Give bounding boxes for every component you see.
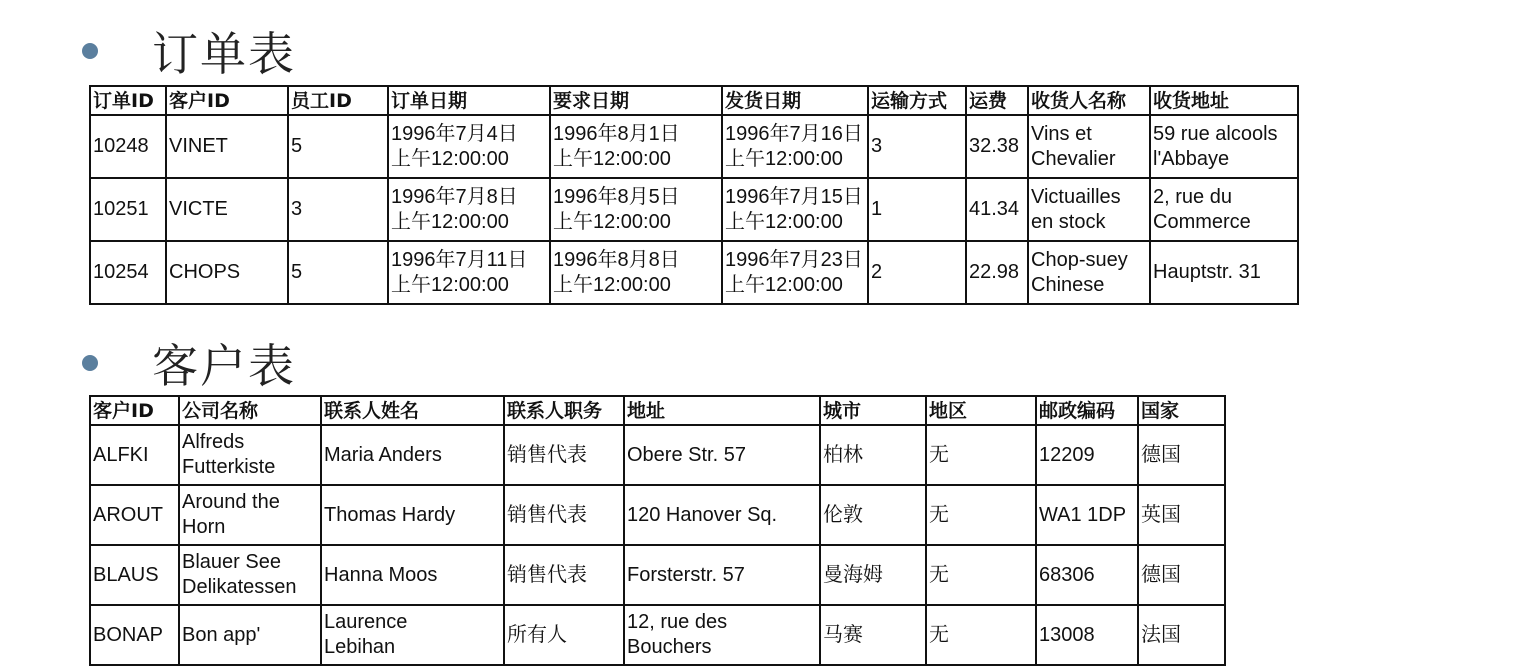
table-cell: Forsterstr. 57	[624, 545, 820, 605]
table-cell: Chop-suey Chinese	[1028, 241, 1150, 304]
table-row	[90, 241, 1298, 304]
customers-section-title: 客户表	[152, 339, 296, 393]
table-cell: WA1 1DP	[1036, 485, 1138, 545]
column-header: 运费	[966, 86, 1028, 115]
table-cell: 无	[926, 425, 1036, 485]
table-cell: Maria Anders	[321, 425, 504, 485]
table-cell: Bon app'	[179, 605, 321, 665]
table-cell: 12, rue des Bouchers	[624, 605, 820, 665]
table-cell: 1996年7月23日 上午12:00:00	[722, 241, 868, 304]
table-cell: 1996年7月4日 上午12:00:00	[388, 115, 550, 178]
table-cell: 2	[868, 241, 966, 304]
column-header: 邮政编码	[1036, 396, 1138, 425]
table-cell: VINET	[166, 115, 288, 178]
table-cell: Laurence Lebihan	[321, 605, 504, 665]
table-cell: 32.38	[966, 115, 1028, 178]
orders-section-heading	[82, 18, 296, 84]
table-cell: Alfreds Futterkiste	[179, 425, 321, 485]
table-cell: 1996年7月16日 上午12:00:00	[722, 115, 868, 178]
table-cell: 10254	[90, 241, 166, 304]
table-cell: 所有人	[504, 605, 624, 665]
customers-table-body	[90, 425, 1225, 665]
orders-table	[89, 85, 1299, 305]
table-cell: 无	[926, 485, 1036, 545]
table-cell: Around the Horn	[179, 485, 321, 545]
column-header: 地址	[624, 396, 820, 425]
column-header: 订单日期	[388, 86, 550, 115]
customers-section-heading	[82, 330, 296, 396]
table-cell: 1996年8月8日 上午12:00:00	[550, 241, 722, 304]
customers-header-row	[90, 396, 1225, 425]
table-row	[90, 485, 1225, 545]
table-cell: 10251	[90, 178, 166, 241]
table-cell: ALFKI	[90, 425, 179, 485]
table-cell: 3	[868, 115, 966, 178]
table-cell: Obere Str. 57	[624, 425, 820, 485]
table-cell: 销售代表	[504, 425, 624, 485]
column-header: 客户ID	[166, 86, 288, 115]
table-cell: 2, rue du Commerce	[1150, 178, 1298, 241]
column-header: 城市	[820, 396, 926, 425]
table-cell: 59 rue alcools l'Abbaye	[1150, 115, 1298, 178]
table-cell: 德国	[1138, 425, 1225, 485]
table-cell: 销售代表	[504, 485, 624, 545]
table-cell: Victuailles en stock	[1028, 178, 1150, 241]
table-cell: 22.98	[966, 241, 1028, 304]
column-header: 要求日期	[550, 86, 722, 115]
table-cell: 3	[288, 178, 388, 241]
orders-table-body	[90, 115, 1298, 304]
column-header: 地区	[926, 396, 1036, 425]
table-cell: 无	[926, 545, 1036, 605]
table-cell: Thomas Hardy	[321, 485, 504, 545]
table-cell: 伦敦	[820, 485, 926, 545]
table-cell: 销售代表	[504, 545, 624, 605]
table-cell: 法国	[1138, 605, 1225, 665]
table-cell: 10248	[90, 115, 166, 178]
column-header: 客户ID	[90, 396, 179, 425]
table-row	[90, 178, 1298, 241]
table-cell: 曼海姆	[820, 545, 926, 605]
table-cell: 120 Hanover Sq.	[624, 485, 820, 545]
column-header: 运输方式	[868, 86, 966, 115]
table-cell: BONAP	[90, 605, 179, 665]
table-cell: 68306	[1036, 545, 1138, 605]
column-header: 国家	[1138, 396, 1225, 425]
table-cell: 13008	[1036, 605, 1138, 665]
table-cell: 马赛	[820, 605, 926, 665]
table-cell: CHOPS	[166, 241, 288, 304]
table-cell: 1996年7月11日 上午12:00:00	[388, 241, 550, 304]
table-cell: Hauptstr. 31	[1150, 241, 1298, 304]
column-header: 订单ID	[90, 86, 166, 115]
table-cell: 英国	[1138, 485, 1225, 545]
column-header: 联系人职务	[504, 396, 624, 425]
orders-section-title: 订单表	[152, 27, 296, 81]
table-cell: 1996年7月15日 上午12:00:00	[722, 178, 868, 241]
table-cell: VICTE	[166, 178, 288, 241]
column-header: 公司名称	[179, 396, 321, 425]
column-header: 联系人姓名	[321, 396, 504, 425]
column-header: 发货日期	[722, 86, 868, 115]
bullet-icon	[82, 355, 98, 371]
table-row	[90, 605, 1225, 665]
table-cell: 5	[288, 115, 388, 178]
table-cell: 1	[868, 178, 966, 241]
table-cell: 1996年7月8日 上午12:00:00	[388, 178, 550, 241]
column-header: 收货地址	[1150, 86, 1298, 115]
table-row	[90, 545, 1225, 605]
table-cell: AROUT	[90, 485, 179, 545]
table-cell: Blauer See Delikatessen	[179, 545, 321, 605]
table-cell: 5	[288, 241, 388, 304]
table-cell: 12209	[1036, 425, 1138, 485]
orders-header-row	[90, 86, 1298, 115]
table-cell: BLAUS	[90, 545, 179, 605]
column-header: 员工ID	[288, 86, 388, 115]
column-header: 收货人名称	[1028, 86, 1150, 115]
table-cell: Vins et Chevalier	[1028, 115, 1150, 178]
bullet-icon	[82, 43, 98, 59]
customers-table	[89, 395, 1226, 666]
table-cell: 1996年8月1日 上午12:00:00	[550, 115, 722, 178]
table-cell: 1996年8月5日 上午12:00:00	[550, 178, 722, 241]
table-cell: 柏林	[820, 425, 926, 485]
table-cell: 无	[926, 605, 1036, 665]
table-row	[90, 115, 1298, 178]
table-row	[90, 425, 1225, 485]
table-cell: 德国	[1138, 545, 1225, 605]
table-cell: 41.34	[966, 178, 1028, 241]
table-cell: Hanna Moos	[321, 545, 504, 605]
